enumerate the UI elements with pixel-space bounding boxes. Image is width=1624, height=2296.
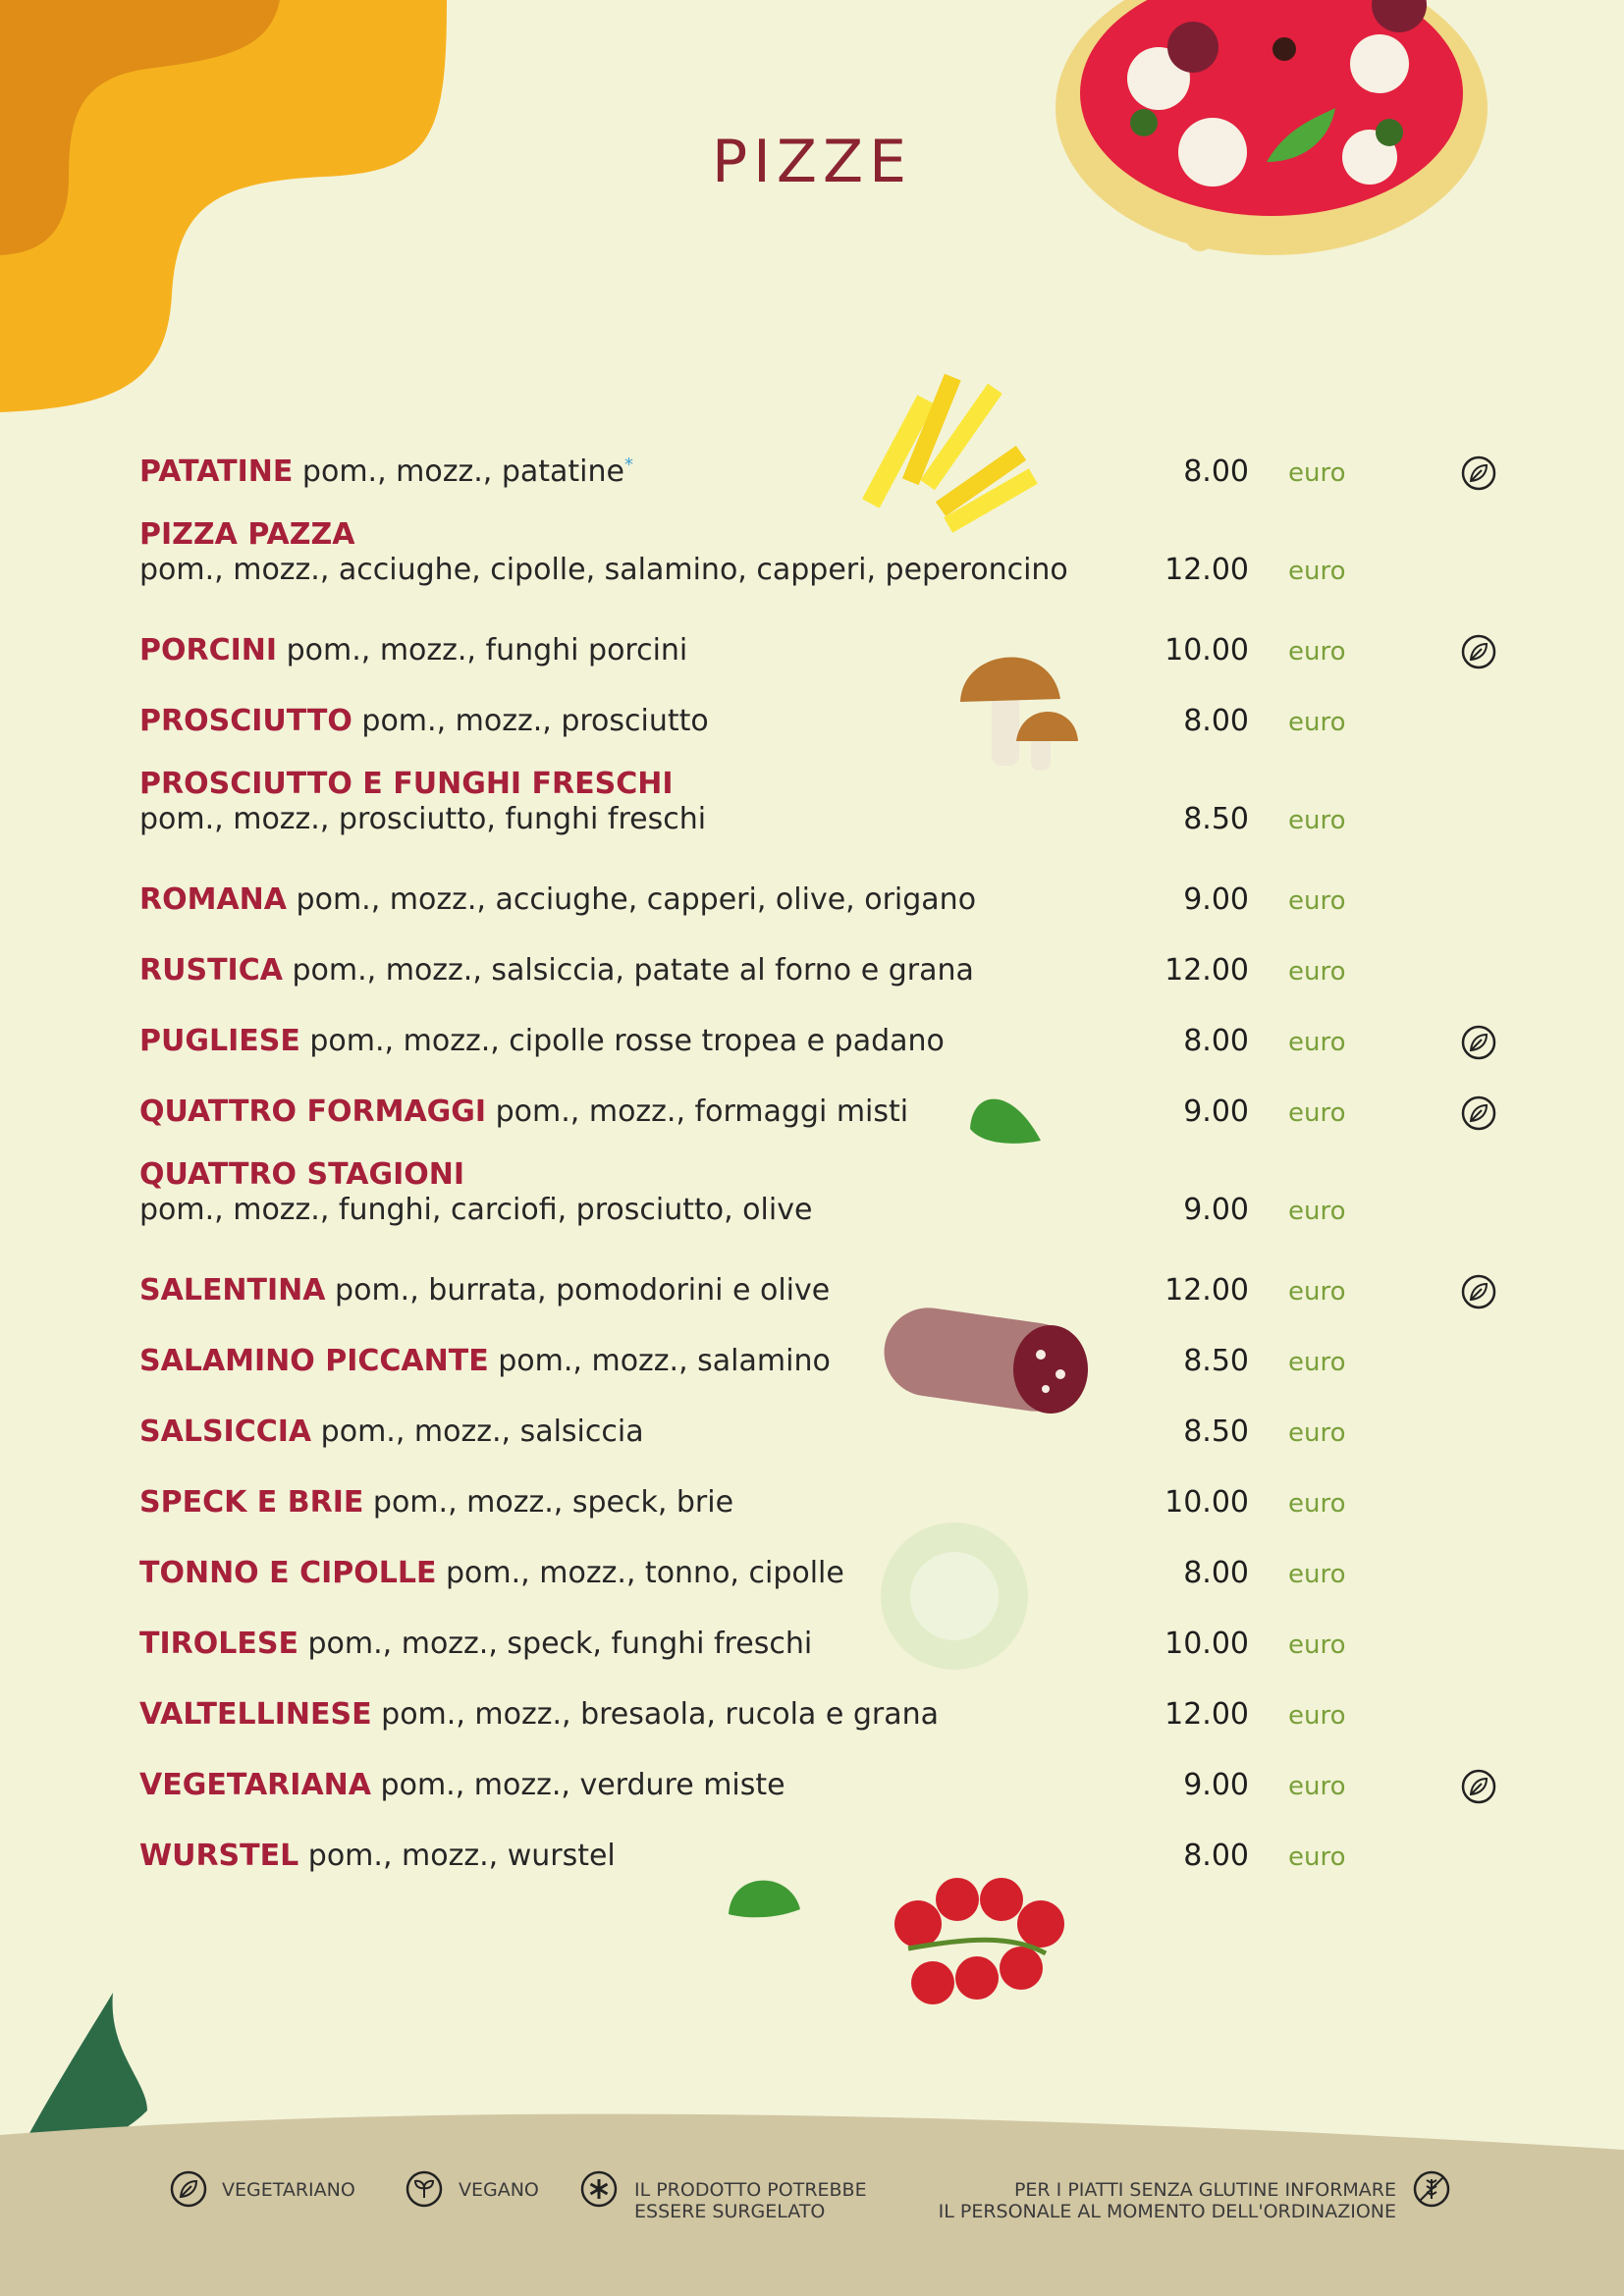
dish-price: 10.00	[1164, 1485, 1249, 1520]
dish-name: VEGETARIANA	[139, 1768, 371, 1802]
menu-item	[139, 517, 1514, 625]
dish-price: 8.50	[1183, 1415, 1249, 1449]
dish-ingredients: pom., mozz., acciughe, cipolle, salamino, capperi, peperoncino	[139, 553, 1068, 587]
menu-item	[139, 447, 1514, 517]
dish-ingredients: pom., burrata, pomodorini e olive	[335, 1273, 831, 1308]
dish-price: 8.00	[1183, 704, 1249, 738]
dish-ingredients: pom., mozz., bresaola, rucola e grana	[381, 1697, 940, 1732]
menu-item	[139, 1407, 1514, 1477]
gluten-free-wheat-icon	[1412, 2169, 1451, 2209]
frozen-mark: *	[623, 454, 633, 475]
menu-item	[139, 1831, 1514, 1901]
menu-item	[139, 1336, 1514, 1407]
dish-price: 9.00	[1183, 1095, 1249, 1129]
vegan-sprout-icon	[405, 2169, 444, 2209]
vegetarian-leaf-icon	[169, 2169, 208, 2209]
legend-vegano: VEGANO	[459, 2179, 539, 2201]
dish-name: QUATTRO FORMAGGI	[139, 1095, 487, 1129]
dish-ingredients: pom., mozz., funghi porcini	[286, 633, 688, 667]
dish-ingredients: pom., mozz., prosciutto, funghi freschi	[139, 802, 707, 836]
vegetarian-leaf-icon	[1460, 1095, 1497, 1132]
dish-ingredients: pom., mozz., salsiccia, patate al forno e grana	[292, 953, 974, 988]
price-unit: euro	[1288, 458, 1346, 488]
legend-glutine-line1: PER I PIATTI SENZA GLUTINE INFORMARE	[1013, 2179, 1396, 2201]
dish-price: 8.00	[1183, 454, 1249, 489]
menu-item	[139, 1087, 1514, 1157]
dish-ingredients: pom., mozz., speck, brie	[372, 1485, 734, 1520]
dish-price: 8.00	[1183, 1024, 1249, 1058]
menu-item	[139, 625, 1514, 696]
dish-ingredients: pom., mozz., formaggi misti	[495, 1095, 909, 1129]
price-unit: euro	[1288, 1277, 1346, 1307]
menu-item	[139, 945, 1514, 1016]
dish-price: 8.00	[1183, 1556, 1249, 1590]
menu-item	[139, 1157, 1514, 1265]
dish-ingredients: pom., mozz., prosciutto	[361, 704, 709, 738]
menu-item	[139, 1619, 1514, 1689]
price-unit: euro	[1288, 1560, 1346, 1589]
dish-name: VALTELLINESE	[139, 1697, 372, 1732]
dish-name: RUSTICA	[139, 953, 283, 988]
price-unit: euro	[1288, 1418, 1346, 1448]
dish-name: TIROLESE	[139, 1627, 298, 1661]
price-unit: euro	[1288, 637, 1346, 667]
dish-price: 8.50	[1183, 1344, 1249, 1378]
dish-name: SALAMINO PICCANTE	[139, 1344, 489, 1378]
menu-item	[139, 875, 1514, 945]
pizza-menu-list	[139, 447, 1514, 1901]
vegetarian-leaf-icon	[1460, 1024, 1497, 1061]
price-unit: euro	[1288, 1630, 1346, 1660]
dish-name: WURSTEL	[139, 1839, 299, 1873]
dish-ingredients: pom., mozz., funghi, carciofi, prosciutto, olive	[139, 1193, 813, 1227]
price-unit: euro	[1288, 1197, 1346, 1226]
dish-price: 12.00	[1164, 953, 1249, 988]
legend-surgelato-line1: IL PRODOTTO POTREBBE	[634, 2179, 867, 2201]
dish-name: SPECK E BRIE	[139, 1485, 364, 1520]
menu-item	[139, 1689, 1514, 1760]
dish-name: PUGLIESE	[139, 1024, 300, 1058]
page-title: PIZZE	[712, 128, 912, 196]
price-unit: euro	[1288, 1348, 1346, 1377]
price-unit: euro	[1288, 1098, 1346, 1128]
price-unit: euro	[1288, 1772, 1346, 1801]
menu-item	[139, 1477, 1514, 1548]
dish-name: ROMANA	[139, 882, 287, 917]
menu-item	[139, 696, 1514, 767]
dish-ingredients: pom., mozz., speck, funghi freschi	[307, 1627, 813, 1661]
dish-ingredients: pom., mozz., verdure miste	[380, 1768, 785, 1802]
dish-ingredients: pom., mozz., tonno, cipolle	[446, 1556, 844, 1590]
dish-name: PORCINI	[139, 633, 278, 667]
menu-item	[139, 1265, 1514, 1336]
dish-price: 9.00	[1183, 1768, 1249, 1802]
price-unit: euro	[1288, 708, 1346, 737]
dish-price: 12.00	[1164, 1697, 1249, 1732]
dish-name: PIZZA PAZZA	[139, 517, 355, 552]
price-unit: euro	[1288, 957, 1346, 987]
menu-item	[139, 1016, 1514, 1087]
vegetarian-leaf-icon	[1460, 633, 1497, 670]
menu-item	[139, 767, 1514, 875]
dish-price: 12.00	[1164, 1273, 1249, 1308]
price-unit: euro	[1288, 806, 1346, 835]
frozen-asterisk-icon	[579, 2169, 619, 2209]
dish-price: 10.00	[1164, 1627, 1249, 1661]
legend-footer	[0, 2120, 1624, 2296]
price-unit: euro	[1288, 1028, 1346, 1057]
dish-price: 8.50	[1183, 802, 1249, 836]
dish-name: QUATTRO STAGIONI	[139, 1157, 465, 1192]
menu-item	[139, 1548, 1514, 1619]
price-unit: euro	[1288, 557, 1346, 586]
dish-price: 9.00	[1183, 882, 1249, 917]
dish-name: PATATINE	[139, 454, 294, 489]
price-unit: euro	[1288, 886, 1346, 916]
dish-ingredients: pom., mozz., wurstel	[307, 1839, 616, 1873]
dish-price: 8.00	[1183, 1839, 1249, 1873]
dish-name: TONNO E CIPOLLE	[139, 1556, 437, 1590]
vegetarian-leaf-icon	[1460, 454, 1497, 492]
dish-price: 10.00	[1164, 633, 1249, 667]
menu-item	[139, 1760, 1514, 1831]
dish-ingredients: pom., mozz., patatine	[301, 454, 624, 489]
dish-ingredients: pom., mozz., salamino	[498, 1344, 831, 1378]
dish-ingredients: pom., mozz., cipolle rosse tropea e padano	[309, 1024, 945, 1058]
legend-glutine-line2: IL PERSONALE AL MOMENTO DELL'ORDINAZIONE	[938, 2201, 1396, 2222]
dish-ingredients: pom., mozz., salsiccia	[320, 1415, 644, 1449]
dish-ingredients: pom., mozz., acciughe, capperi, olive, origano	[296, 882, 977, 917]
dish-price: 9.00	[1183, 1193, 1249, 1227]
price-unit: euro	[1288, 1842, 1346, 1872]
dish-name: PROSCIUTTO	[139, 704, 352, 738]
legend-vegetariano: VEGETARIANO	[222, 2179, 355, 2201]
dish-price: 12.00	[1164, 553, 1249, 587]
vegetarian-leaf-icon	[1460, 1768, 1497, 1805]
legend-surgelato-line2: ESSERE SURGELATO	[634, 2201, 826, 2222]
vegetarian-leaf-icon	[1460, 1273, 1497, 1310]
dish-name: PROSCIUTTO E FUNGHI FRESCHI	[139, 767, 674, 801]
dish-name: SALSICCIA	[139, 1415, 312, 1449]
dish-name: SALENTINA	[139, 1273, 326, 1308]
price-unit: euro	[1288, 1701, 1346, 1731]
price-unit: euro	[1288, 1489, 1346, 1519]
